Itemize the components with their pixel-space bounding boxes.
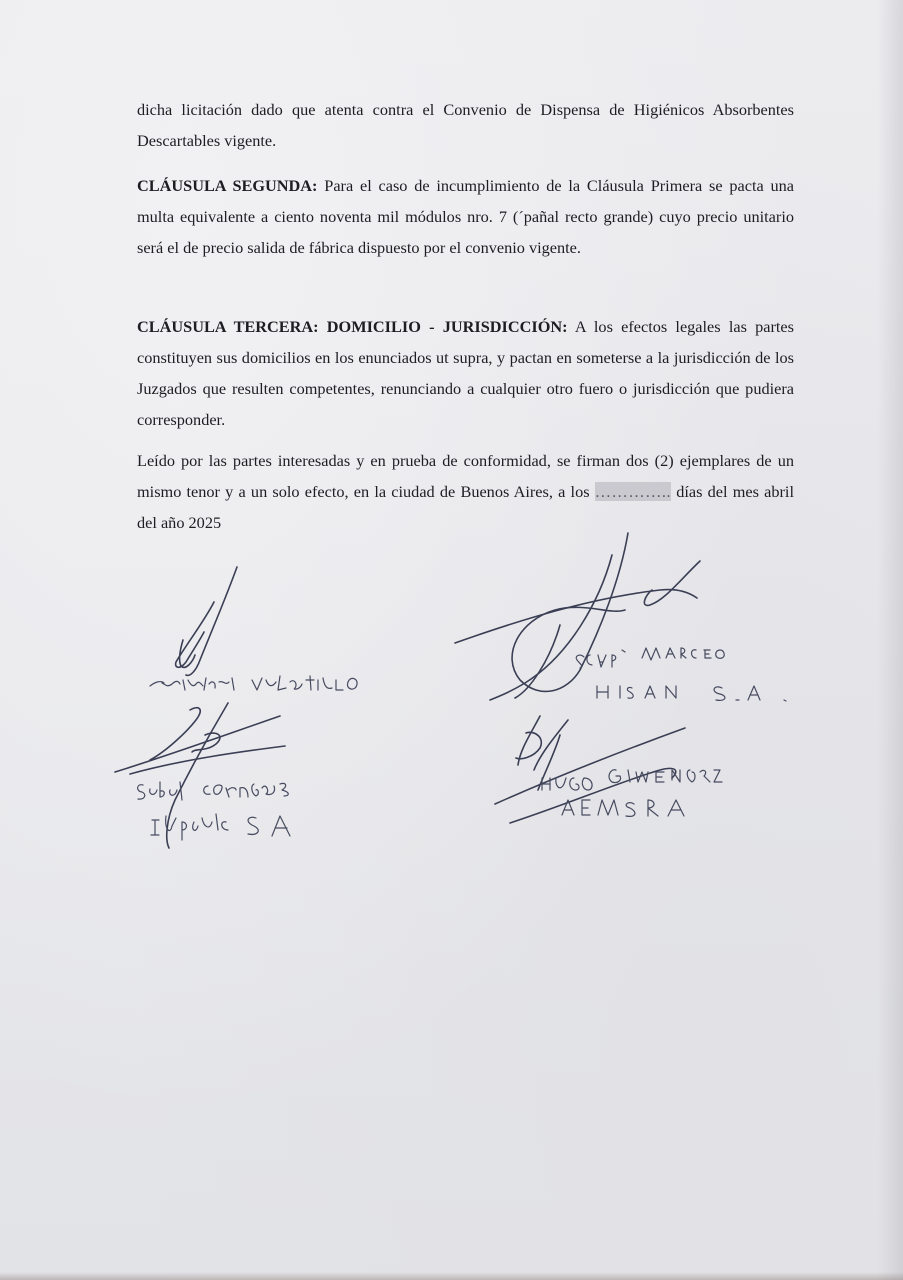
paragraph-text: dicha licitación dado que atenta contra el Convenio de Dispensa de Higiénicos Absorbentes Descartables vigente. [137, 100, 794, 150]
signature-christian [150, 567, 357, 690]
date-blank: ………….. [594, 482, 672, 501]
page-bottom-edge [0, 1272, 903, 1280]
closing-text: Leído por las partes interesadas y en prueba de conformidad, se firman dos (2) ejemplares de un mismo tenor y a un solo efecto, en la ciudad de Buenos Aires, a los [137, 451, 794, 501]
clause-segunda-heading: CLÁUSULA SEGUNDA: [137, 176, 318, 195]
clause-tercera-heading: CLÁUSULA TERCERA: DOMICILIO - JURISDICCIÓN: [137, 317, 568, 336]
closing-tail: días del mes abril del año 2025 [137, 482, 794, 532]
signature-scarfi [455, 533, 786, 701]
clause-tercera-text: A los efectos legales las partes constituyen sus domicilios en los enunciados ut supra, y pactan en someterse a la jurisdicción de los Juzgados que resulten competentes, renunciando a cualquier otro fuero o jurisdicción que pudiera corresponder. [137, 317, 794, 429]
signature-hugo [495, 716, 722, 823]
signature-gabriel [115, 703, 290, 848]
clause-segunda-text: Para el caso de incumplimiento de la Cláusula Primera se pacta una multa equivalente a ciento noventa mil módulos nro. 7 (´pañal recto grande) cuyo precio unitario será el de precio salida de fábrica dispuesto por el convenio vigente. [137, 176, 794, 257]
